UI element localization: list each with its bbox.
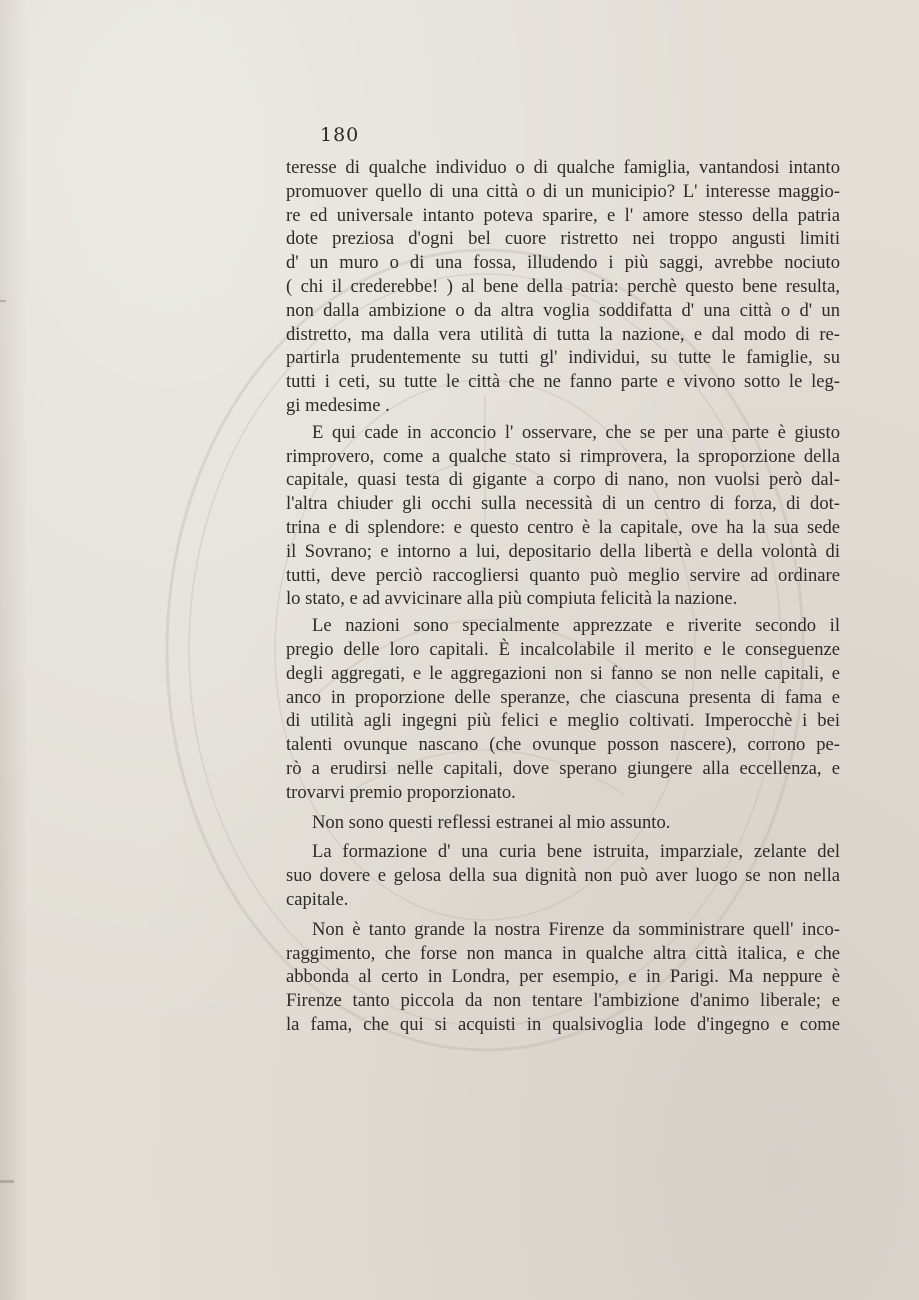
text-line: La formazione d' una curia bene istruita, imparziale, zelante del [312,841,840,863]
text-line: ( chi il crederebbe! ) al bene della patria: perchè questo bene resulta, [286,275,840,297]
text-line: re ed universale intanto poteva sparire, e l' amore stesso della patria [286,204,840,226]
text-line: partirla prudentemente su tutti gl' individui, su tutte le famiglie, su [286,347,840,369]
paragraph [286,840,840,911]
text-line: l'altra chiuder gli occhi sulla necessità di un centro di forza, di dot- [286,493,840,515]
paragraph [286,811,840,835]
page-edge-mark [0,1180,14,1183]
paragraph [286,421,840,611]
text-line: la fama, che qui si acquisti in qualsivoglia lode d'ingegno e come [286,1013,840,1035]
text-line: degli aggregati, e le aggregazioni non si fanno se non nelle capitali, e [286,662,840,684]
page-edge-mark [0,300,6,302]
text-line: suo dovere e gelosa della sua dignità non può aver luogo se non nella [286,865,840,887]
page-number: 180 [320,124,360,146]
text-line: anco in proporzione delle speranze, che ciascuna presenta di fama e [286,686,840,708]
text-line: rò a erudirsi nelle capitali, dove sperano giungere alla eccellenza, e [286,757,840,779]
text-line: raggimento, che forse non manca in qualche altra città italica, e che [286,942,840,964]
text-line: pregio delle loro capitali. È incalcolabile il merito e le conseguenze [286,638,840,660]
text-line: trina e di splendore: e questo centro è la capitale, ove ha la sua sede [286,516,840,538]
text-line: lo stato, e ad avvicinare alla più compiuta felicità la nazione. [286,588,738,610]
text-line: il Sovrano; e intorno a lui, depositario della libertà e della volontà di [286,540,840,562]
text-line: distretto, ma dalla vera utilità di tutta la nazione, e dal modo di re- [286,323,840,345]
text-line: rimprovero, come a qualche stato si rimprovera, la sproporzione della [286,445,840,467]
text-line: trovarvi premio proporzionato. [286,781,516,803]
paragraph [286,156,840,418]
text-line: E qui cade in acconcio l' osservare, che se per una parte è giusto [312,421,840,443]
text-line: teresse di qualche individuo o di qualche famiglia, vantandosi intanto [286,157,840,178]
text-line: Firenze tanto piccola da non tentare l'ambizione d'animo liberale; e [286,990,840,1012]
text-line: abbonda al certo in Londra, per esempio, e in Parigi. Ma neppure è [286,966,840,988]
text-line: tutti i ceti, su tutte le città che ne fanno parte e vivono sotto le leg- [286,371,840,393]
text-line: tutti, deve perciò raccogliersi quanto può meglio servire ad ordinare [286,564,840,586]
text-line: Non è tanto grande la nostra Firenze da somministrare quell' inco- [312,918,840,940]
paragraph [286,614,840,804]
paragraph [286,918,840,1037]
text-line: talenti ovunque nascano (che ovunque posson nascere), corrono pe- [286,734,840,756]
text-line: Non sono questi reflessi estranei al mio assunto. [312,811,671,833]
body-text [286,156,840,1037]
text-line: Le nazioni sono specialmente apprezzate e riverite secondo il [312,615,840,637]
text-line: d' un muro o di una fossa, illudendo i più saggi, avrebbe nociuto [286,252,840,274]
text-line: di utilità agli ingegni più felici e meglio coltivati. Imperocchè i bei [286,710,840,732]
text-line: capitale, quasi testa di gigante a corpo di nano, non vuolsi però dal- [286,469,840,491]
text-line: capitale. [286,888,349,910]
text-line: dote preziosa d'ogni bel cuore ristretto nei troppo angusti limiti [286,228,840,250]
text-line: non dalla ambizione o da altra voglia soddifatta d' una città o d' un [286,299,840,321]
text-line: gi medesime . [286,394,390,416]
text-line: promuover quello di una città o di un municipio? L' interesse maggio- [286,180,840,202]
